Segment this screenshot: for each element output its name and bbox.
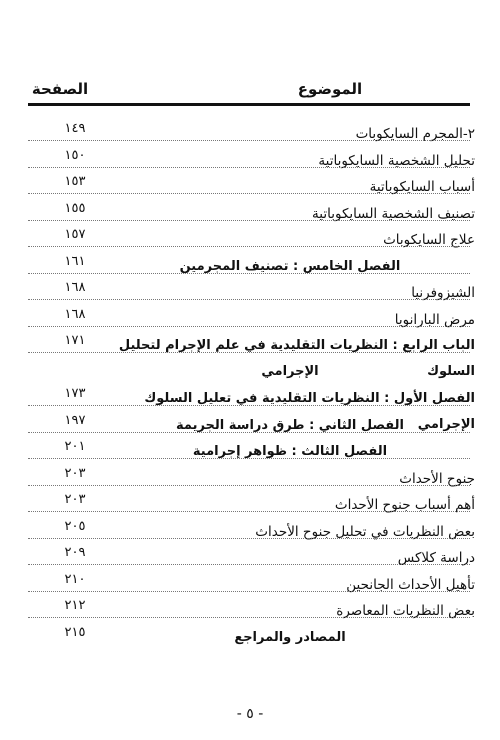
row-divider — [28, 538, 470, 539]
toc-topic: بعض النظريات في تحليل جنوح الأحداث — [255, 523, 475, 540]
row-divider — [28, 591, 470, 592]
row-divider — [28, 273, 470, 274]
row-divider — [28, 485, 470, 486]
row-divider — [28, 193, 470, 194]
row-divider — [28, 299, 470, 300]
toc-topic: بعض النظريات المعاصرة — [336, 603, 475, 619]
toc-topic: الفصل الخامس : تصنيف المجرمين — [179, 258, 401, 274]
toc-row — [0, 569, 500, 596]
row-divider — [28, 167, 470, 168]
toc-topic: المصادر والمراجع — [234, 629, 346, 645]
toc-page-number: ١٦٨ — [64, 280, 86, 295]
toc-row — [0, 463, 500, 490]
row-divider — [28, 405, 470, 406]
header-rule — [28, 103, 470, 106]
toc-topic-continued: الإجرامي — [261, 364, 319, 379]
topic-column-header: الموضوع — [297, 80, 363, 98]
toc-topic: الفصل الثالث : ظواهر إجرامية — [192, 444, 388, 459]
toc-page-number: ٢٠١ — [64, 439, 86, 454]
toc-row — [0, 171, 500, 198]
toc-page-number: ١٧٣ — [64, 386, 86, 401]
toc-topic: الشيزوفرنيا — [411, 285, 475, 301]
toc-list — [0, 118, 500, 648]
row-divider — [28, 432, 470, 433]
toc-row — [0, 542, 500, 569]
toc-page-number: ١٤٩ — [64, 121, 86, 136]
toc-row-chapter — [0, 622, 500, 649]
toc-row — [0, 145, 500, 172]
toc-row — [0, 277, 500, 304]
toc-row — [0, 118, 500, 145]
toc-page-number: ٢٠٩ — [64, 545, 86, 560]
toc-row-chapter — [0, 251, 500, 278]
row-divider — [28, 326, 470, 327]
row-divider — [28, 352, 470, 353]
toc-page-number: ٢٠٥ — [64, 518, 86, 534]
toc-page-number: ٢١٢ — [64, 598, 86, 613]
row-divider — [28, 140, 470, 141]
row-divider — [28, 511, 470, 512]
toc-topic: تأهيل الأحداث الجانحين — [346, 576, 475, 593]
toc-topic: أسباب السايكوباتية — [369, 179, 475, 195]
toc-row-part — [0, 330, 500, 383]
toc-page-number: ١٥٣ — [64, 174, 86, 189]
toc-row — [0, 516, 500, 543]
toc-page-number: ٢٠٣ — [64, 465, 86, 481]
toc-row — [0, 489, 500, 516]
toc-page-number: ١٥٥ — [64, 200, 86, 216]
toc-row — [0, 595, 500, 622]
row-divider — [28, 617, 470, 618]
page-column-header: الصفحة — [31, 80, 89, 98]
toc-row — [0, 198, 500, 225]
toc-topic: الباب الرابع : النظريات التقليدية في علم الإجرام لتحليل السلوك — [118, 338, 475, 379]
row-divider — [28, 564, 470, 565]
toc-page-number: ٢١٥ — [64, 624, 86, 640]
toc-page-number: ٢١٠ — [64, 571, 86, 587]
toc-topic: الفصل الأول : النظريات التقليدية في تعليل السلوك الإجرامي — [144, 391, 475, 432]
toc-row — [0, 224, 500, 251]
toc-topic: علاج السايكوباث — [383, 232, 475, 248]
toc-topic: الفصل الثاني : طرق دراسة الجريمة — [175, 417, 404, 433]
toc-row-chapter — [0, 410, 500, 437]
toc-page-number: ١٩٧ — [64, 412, 86, 428]
row-divider — [28, 458, 470, 459]
toc-page-number: ١٦٨ — [64, 306, 86, 322]
toc-page-number: ١٧١ — [64, 333, 86, 348]
toc-topic: تحليل الشخصية السايكوباتية — [318, 152, 475, 169]
toc-topic: ٢-المجرم السايكوبات — [355, 126, 475, 142]
toc-topic: جنوح الأحداث — [399, 470, 475, 487]
toc-page-number: ٢٠٣ — [64, 492, 86, 507]
toc-page-number: ١٥٠ — [64, 147, 86, 163]
toc-row — [0, 304, 500, 331]
toc-topic: أهم أسباب جنوح الأحداث — [334, 497, 475, 513]
toc-topic: مرض البارانويا — [394, 311, 475, 328]
toc-topic: دراسة كلاكس — [397, 550, 475, 566]
toc-topic: تصنيف الشخصية السايكوباتية — [312, 205, 475, 222]
toc-page-number: ١٥٧ — [64, 227, 86, 242]
row-divider — [28, 246, 470, 247]
page-number: - ٥ - — [236, 706, 264, 722]
row-divider — [28, 220, 470, 221]
toc-row-chapter — [0, 436, 500, 463]
toc-page-number: ١٦١ — [64, 253, 86, 269]
